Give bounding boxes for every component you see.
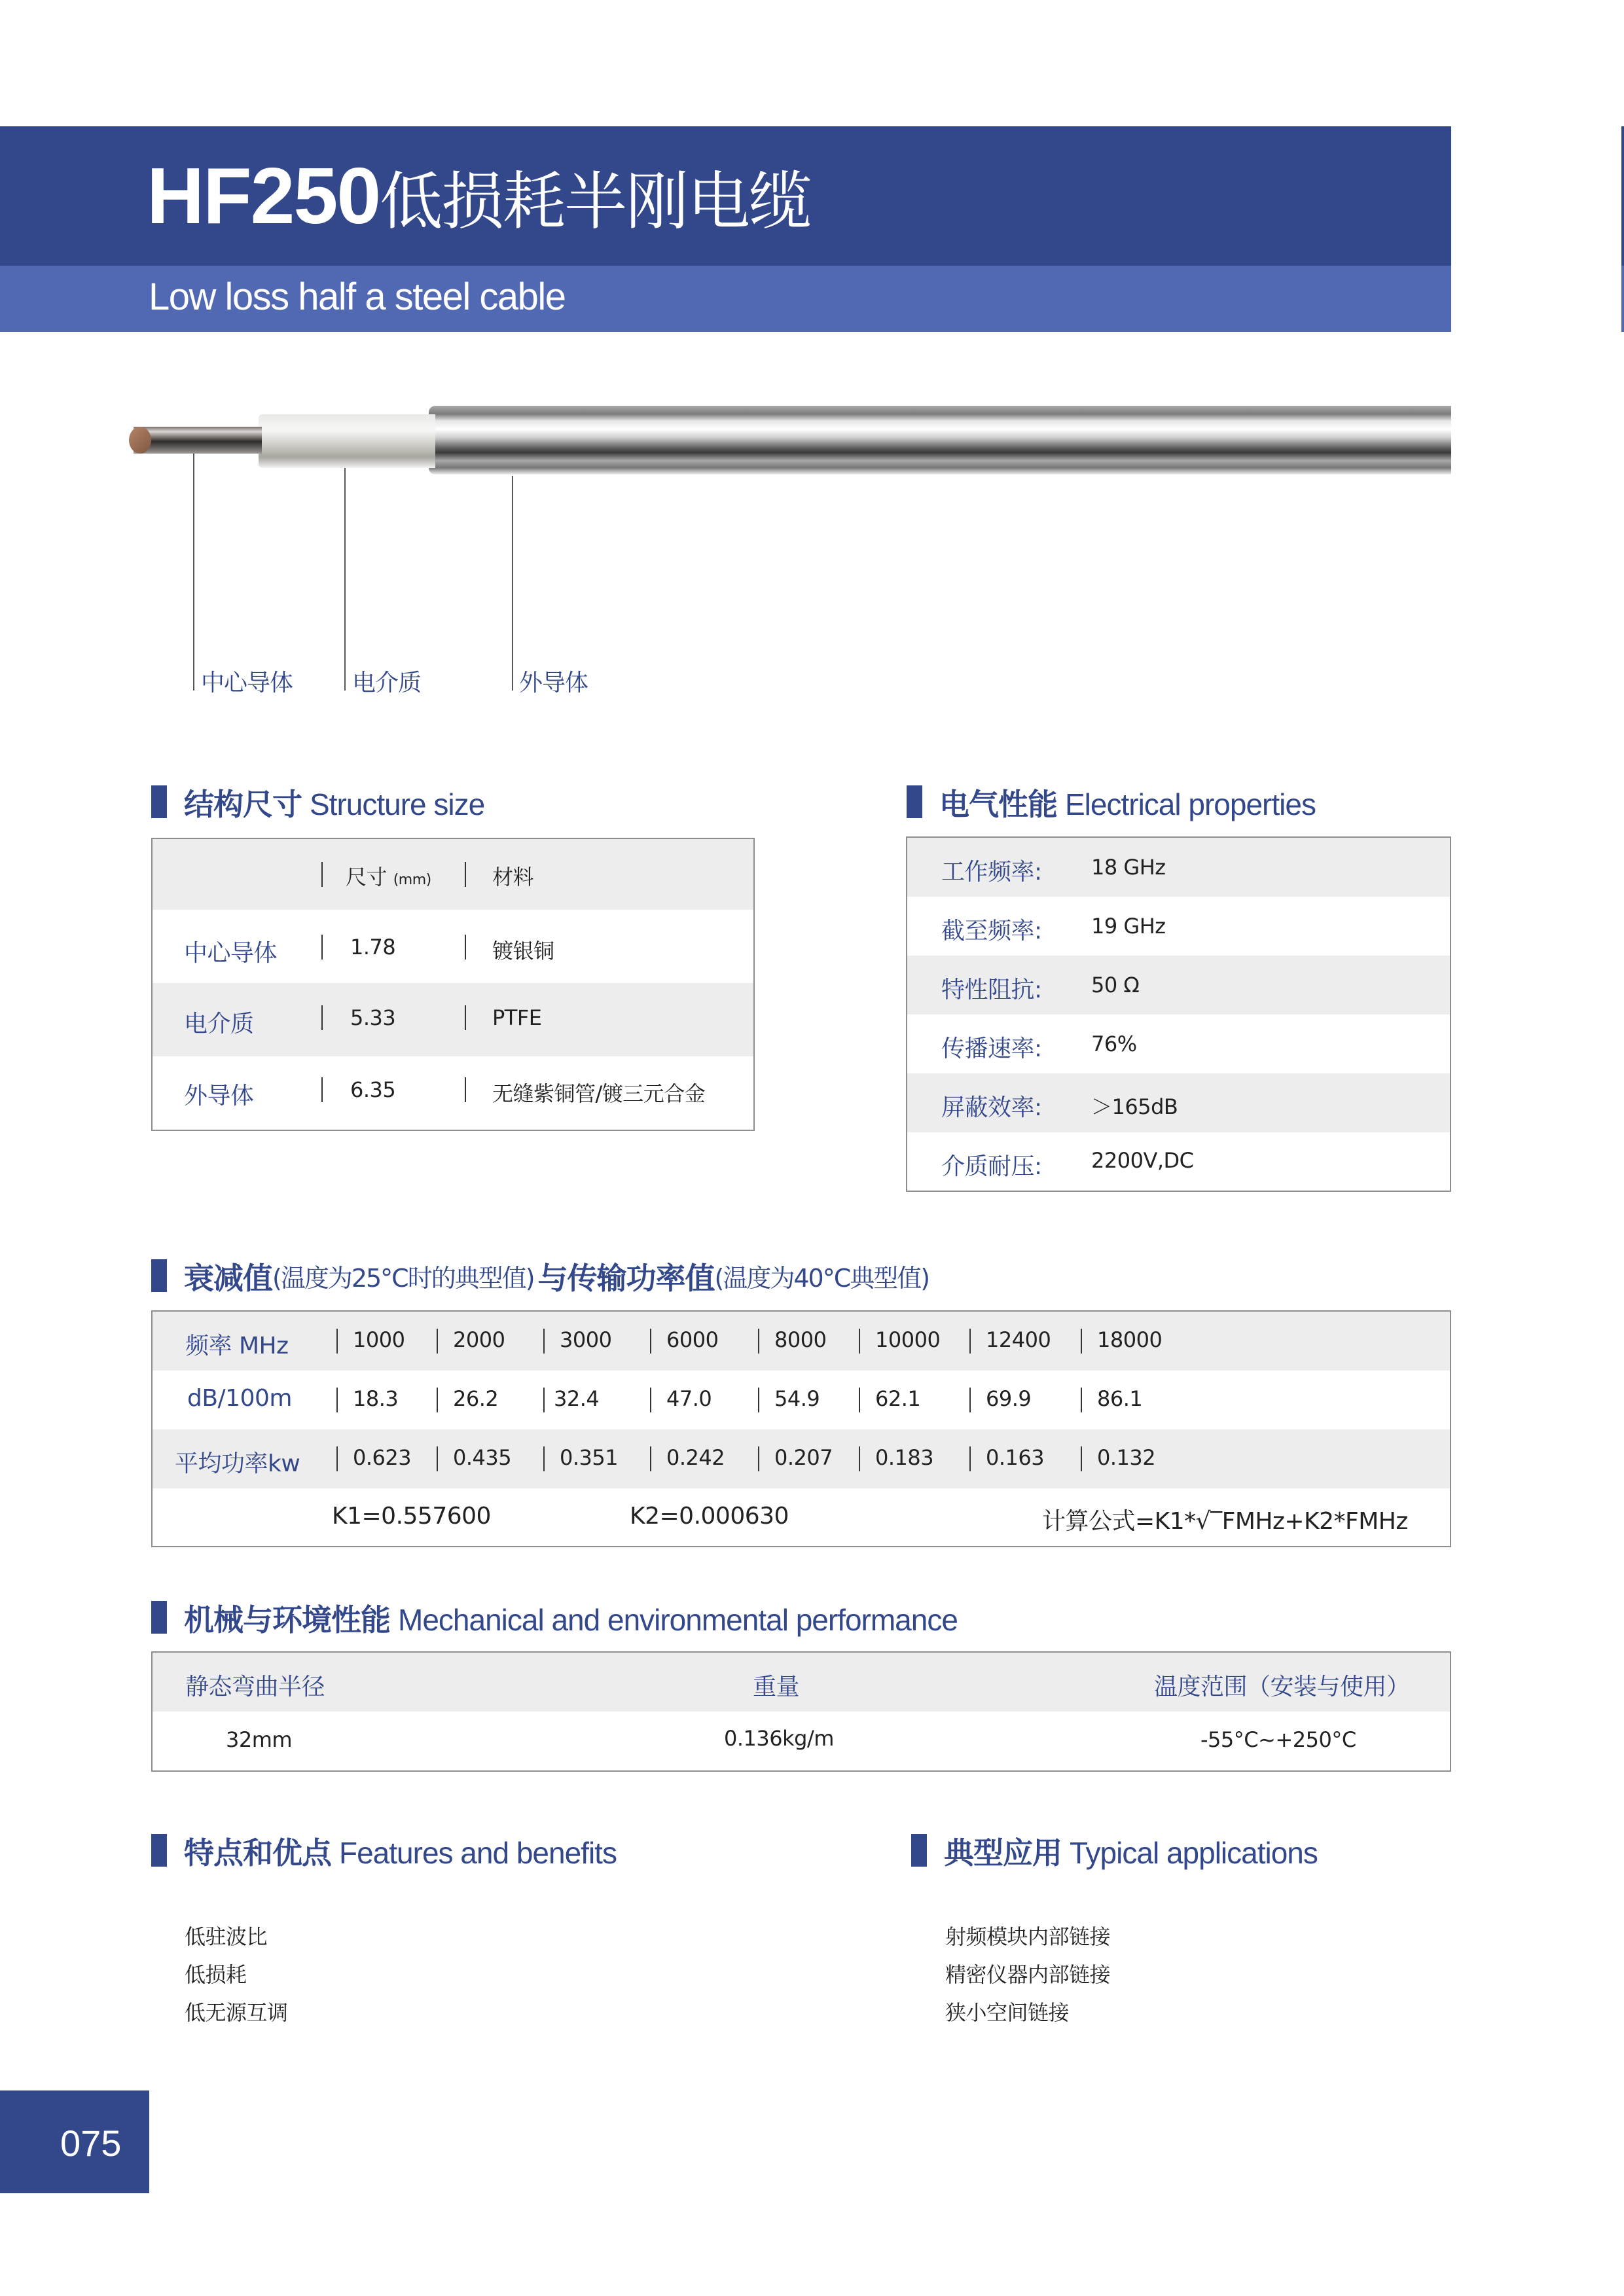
- column-separator: [321, 1005, 323, 1030]
- db-value: 18.3: [353, 1386, 399, 1411]
- column-separator: [859, 1446, 860, 1471]
- table-row: [907, 1014, 1450, 1073]
- column-separator: [321, 862, 323, 887]
- material-value: PTFE: [492, 1005, 542, 1030]
- applications-heading-en: Typical applications: [1070, 1836, 1318, 1870]
- heading-bar: [907, 785, 922, 818]
- features-heading-en: Features and benefits: [339, 1836, 617, 1870]
- power-value: 0.132: [1097, 1445, 1156, 1470]
- k1-constant: K1=0.557600: [332, 1503, 491, 1530]
- column-separator: [650, 1329, 651, 1354]
- page-number: 075: [60, 2123, 122, 2164]
- application-item: 射频模块内部链接: [945, 1924, 1111, 1949]
- heading-bar: [151, 1259, 167, 1292]
- column-separator: [437, 1329, 438, 1354]
- column-separator: [1081, 1446, 1082, 1471]
- column-separator: [321, 935, 323, 960]
- column-separator: [465, 862, 466, 887]
- center-conductor-tip: [129, 427, 151, 454]
- column-separator: [859, 1388, 860, 1412]
- row-label: 电介质: [184, 1011, 254, 1037]
- column-separator: [758, 1329, 759, 1354]
- column-separator: [336, 1388, 338, 1412]
- power-value: 0.435: [453, 1445, 512, 1470]
- size-value: 5.33: [350, 1005, 396, 1030]
- weight-value: 0.136kg/m: [724, 1726, 834, 1751]
- row-label: dB/100m: [187, 1385, 292, 1412]
- property-label: 特性阻抗:: [941, 977, 1042, 1003]
- size-value: 6.35: [350, 1077, 396, 1102]
- model-number: HF250: [147, 151, 380, 240]
- material-value: 镀银铜: [492, 939, 554, 963]
- heading-bar: [151, 785, 167, 818]
- size-value: 1.78: [350, 935, 396, 960]
- center-conductor-image: [134, 427, 262, 454]
- heading-bar: [911, 1834, 927, 1867]
- structure-heading-en: Structure size: [310, 787, 485, 821]
- column-separator: [650, 1446, 651, 1471]
- column-separator: [758, 1388, 759, 1412]
- db-value: 32.4: [554, 1386, 600, 1411]
- edge-stripe-light: [1621, 266, 1624, 332]
- db-value: 47.0: [666, 1386, 712, 1411]
- power-value: 0.623: [353, 1445, 412, 1470]
- power-heading-cn: 与传输功率值: [537, 1261, 715, 1296]
- table-row: [907, 897, 1450, 956]
- frequency-value: 18000: [1097, 1327, 1163, 1352]
- db-value: 69.9: [986, 1386, 1032, 1411]
- column-header-size: 尺寸 (mm): [346, 865, 431, 889]
- table-row: [907, 956, 1450, 1014]
- column-separator: [969, 1446, 971, 1471]
- table-row: [153, 983, 753, 1056]
- property-value: 18 GHz: [1091, 855, 1166, 880]
- column-separator: [1081, 1329, 1082, 1354]
- formula-row: [153, 1488, 1450, 1547]
- property-value: 76%: [1091, 1031, 1137, 1056]
- table-row: [153, 1056, 753, 1130]
- frequency-value: 3000: [560, 1327, 612, 1352]
- applications-heading-cn: 典型应用: [944, 1835, 1062, 1871]
- attenuation-table: [151, 1310, 1451, 1547]
- material-value: 无缝紫铜管/镀三元合金: [492, 1081, 706, 1106]
- column-separator: [465, 1077, 466, 1102]
- features-heading: [151, 1837, 617, 1869]
- applications-heading: [911, 1837, 1318, 1869]
- frequency-value: 8000: [774, 1327, 827, 1352]
- db-value: 62.1: [875, 1386, 921, 1411]
- column-separator: [465, 1005, 466, 1030]
- column-separator: [543, 1388, 545, 1412]
- property-label: 屏蔽效率:: [941, 1094, 1042, 1121]
- mechanical-value-row: [153, 1712, 1450, 1770]
- power-value: 0.351: [560, 1445, 619, 1470]
- temperature-range-value: -55°C~+250°C: [1200, 1727, 1356, 1752]
- mechanical-header-row: [153, 1653, 1450, 1712]
- leader-line-outer: [512, 476, 513, 691]
- outer-conductor-image: [429, 406, 1451, 475]
- structure-heading-cn: 结构尺寸: [184, 787, 302, 822]
- application-item: 精密仪器内部链接: [945, 1962, 1111, 1987]
- table-row: [907, 1132, 1450, 1191]
- electrical-heading-en: Electrical properties: [1065, 787, 1316, 821]
- power-row: [153, 1429, 1450, 1488]
- features-heading-cn: 特点和优点: [184, 1835, 331, 1871]
- structure-heading: [151, 788, 484, 821]
- db-value: 54.9: [774, 1386, 820, 1411]
- property-label: 传播速率:: [941, 1035, 1042, 1062]
- row-label: 中心导体: [184, 940, 278, 967]
- column-separator: [543, 1329, 545, 1354]
- attenuation-note: (温度为25°C时的典型值): [272, 1264, 534, 1293]
- frequency-value: 12400: [986, 1327, 1051, 1352]
- column-header-material: 材料: [492, 865, 534, 889]
- column-header-temperature: 温度范围（安装与使用）: [1154, 1674, 1410, 1700]
- frequency-value: 10000: [875, 1327, 941, 1352]
- leader-line-center: [193, 454, 194, 691]
- power-value: 0.183: [875, 1445, 934, 1470]
- feature-item: 低驻波比: [185, 1924, 268, 1949]
- feature-item: 低无源互调: [185, 2000, 288, 2025]
- page-title: [147, 151, 811, 240]
- calculation-formula: 计算公式=K1*√‾FMHz+K2*FMHz: [1042, 1508, 1408, 1535]
- column-separator: [543, 1446, 545, 1471]
- electrical-heading: [907, 788, 1316, 821]
- mechanical-heading-cn: 机械与环境性能: [184, 1602, 390, 1638]
- column-separator: [336, 1446, 338, 1471]
- column-header-weight: 重量: [753, 1674, 800, 1700]
- column-separator: [859, 1329, 860, 1354]
- k2-constant: K2=0.000630: [630, 1503, 789, 1530]
- power-value: 0.163: [986, 1445, 1045, 1470]
- power-value: 0.207: [774, 1445, 833, 1470]
- db-value: 86.1: [1097, 1386, 1143, 1411]
- column-separator: [465, 935, 466, 960]
- mechanical-table: [151, 1651, 1451, 1772]
- table-row: [907, 838, 1450, 897]
- row-label: 频率 MHz: [185, 1333, 289, 1359]
- dielectric-image: [259, 414, 435, 468]
- table-row: [153, 910, 753, 983]
- frequency-value: 6000: [666, 1327, 719, 1352]
- power-note: (温度为40°C典型值): [714, 1264, 929, 1293]
- property-value: 19 GHz: [1091, 914, 1166, 939]
- column-separator: [437, 1388, 438, 1412]
- frequency-row: [153, 1312, 1450, 1371]
- column-separator: [758, 1446, 759, 1471]
- mechanical-heading: [151, 1604, 958, 1636]
- heading-bar: [151, 1601, 167, 1634]
- electrical-table: [906, 836, 1451, 1192]
- row-label: 外导体: [184, 1083, 254, 1109]
- part-label-outer-conductor: 外导体: [519, 670, 588, 696]
- column-separator: [336, 1329, 338, 1354]
- frequency-value: 1000: [353, 1327, 405, 1352]
- column-separator: [1081, 1388, 1082, 1412]
- mechanical-heading-en: Mechanical and environmental performance: [398, 1603, 958, 1637]
- structure-table: [151, 838, 755, 1131]
- property-value: 2200V,DC: [1091, 1148, 1194, 1173]
- table-row: [907, 1073, 1450, 1132]
- feature-item: 低损耗: [185, 1962, 247, 1987]
- property-label: 截至频率:: [941, 918, 1042, 944]
- part-label-center-conductor: 中心导体: [201, 670, 293, 696]
- structure-header-row: [153, 839, 753, 910]
- db-row: [153, 1371, 1450, 1429]
- part-label-dielectric: 电介质: [352, 670, 422, 696]
- column-separator: [321, 1077, 323, 1102]
- property-value: ＞165dB: [1091, 1094, 1178, 1119]
- property-label: 介质耐压:: [941, 1153, 1042, 1180]
- row-label: 平均功率kw: [175, 1450, 300, 1477]
- column-separator: [969, 1329, 971, 1354]
- column-separator: [650, 1388, 651, 1412]
- column-header-bend-radius: 静态弯曲半径: [185, 1674, 325, 1700]
- column-separator: [437, 1446, 438, 1471]
- attenuation-heading: [151, 1262, 929, 1295]
- bend-radius-value: 32mm: [226, 1727, 293, 1752]
- power-value: 0.242: [666, 1445, 725, 1470]
- property-label: 工作频率:: [941, 859, 1042, 886]
- attenuation-heading-cn: 衰减值: [184, 1261, 272, 1296]
- page-subtitle: Low loss half a steel cable: [149, 276, 566, 318]
- column-separator: [969, 1388, 971, 1412]
- property-value: 50 Ω: [1091, 973, 1140, 997]
- heading-bar: [151, 1834, 167, 1867]
- frequency-value: 2000: [453, 1327, 505, 1352]
- title-cn: 低损耗半刚电缆: [380, 165, 811, 238]
- leader-line-dielectric: [344, 468, 346, 691]
- db-value: 26.2: [453, 1386, 499, 1411]
- application-item: 狭小空间链接: [945, 2000, 1070, 2025]
- electrical-heading-cn: 电气性能: [939, 787, 1057, 822]
